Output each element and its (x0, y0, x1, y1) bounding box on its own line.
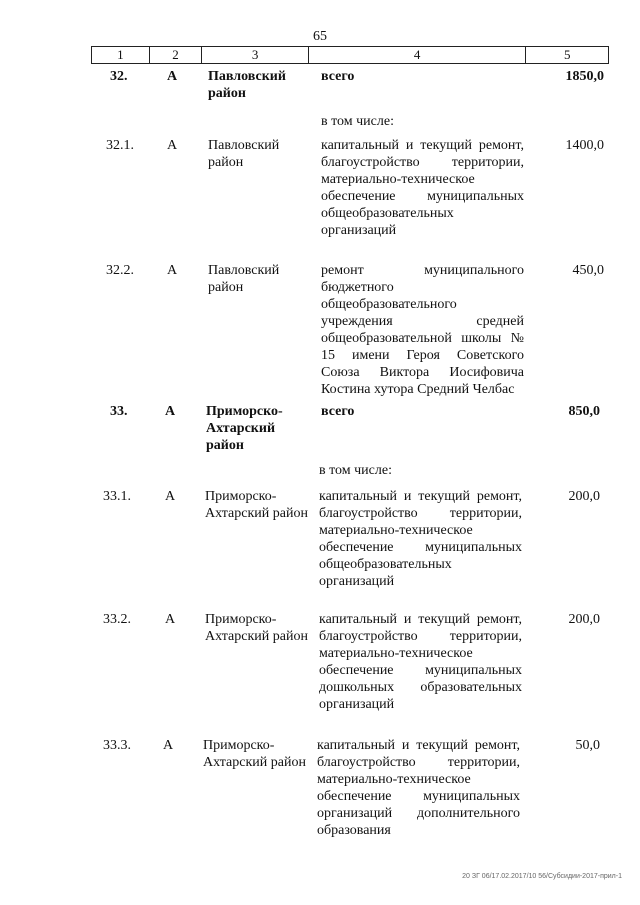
row-category: А (165, 404, 176, 419)
row-category: А (163, 738, 174, 753)
row-number: 33. (110, 404, 128, 419)
header-col-2: 2 (150, 47, 203, 63)
row-description: ремонт муниципального бюджетного общеобразовательного учреждения средней общеобразовательной школы № 15 имени Героя Советского Союза Виктора Иосифовича Костина хутора Средний Челбас (321, 263, 524, 397)
row-district: Приморско-Ахтарский район (206, 404, 283, 453)
footer-file-reference: 20 ЗГ 06/17.02.2017/10 56/Субсидии-2017-прил-1 (462, 873, 622, 880)
row-description: капитальный и текущий ремонт, благоустройство территории, материально-техническое обеспечение муниципальных организаций дополнительного образования (317, 738, 520, 838)
row-number: 33.2. (103, 612, 131, 627)
row-description: капитальный и текущий ремонт, благоустройство территории, материально-техническое обеспечение муниципальных общеобразовательных организаций (321, 138, 524, 238)
row-category: А (167, 69, 178, 84)
row-amount: 1400,0 (565, 138, 604, 153)
row-district: Павловский район (208, 69, 286, 101)
row-number: 32.2. (106, 263, 134, 278)
row-amount: 850,0 (568, 404, 600, 419)
row-number: 33.1. (103, 489, 131, 504)
header-col-1: 1 (92, 47, 150, 63)
row-amount: 1850,0 (565, 69, 604, 84)
row-category: А (167, 263, 178, 278)
row-number: 33.3. (103, 738, 131, 753)
row-subheading: в том числе: (321, 114, 394, 129)
row-district: Приморско-Ахтарский район (205, 612, 308, 644)
page-number: 65 (313, 29, 327, 44)
row-category: А (167, 138, 178, 153)
row-subheading: в том числе: (319, 463, 392, 478)
header-col-3: 3 (202, 47, 308, 63)
row-district: Павловский район (208, 263, 280, 295)
row-district: Приморско-Ахтарский район (203, 738, 306, 770)
row-category: А (165, 612, 176, 627)
row-amount: 450,0 (572, 263, 604, 278)
row-district: Павловский район (208, 138, 280, 170)
row-district: Приморско-Ахтарский район (205, 489, 308, 521)
row-number: 32.1. (106, 138, 134, 153)
header-col-4: 4 (309, 47, 527, 63)
row-number: 32. (110, 69, 128, 84)
row-description: всего (321, 404, 355, 419)
header-col-5: 5 (563, 47, 571, 62)
row-category: А (165, 489, 176, 504)
row-description: капитальный и текущий ремонт, благоустройство территории, материально-техническое обеспечение муниципальных общеобразовательных организаций (319, 489, 522, 589)
row-amount: 200,0 (568, 612, 600, 627)
row-description: всего (321, 69, 355, 84)
table-header (91, 46, 609, 64)
row-amount: 50,0 (575, 738, 600, 753)
row-amount: 200,0 (568, 489, 600, 504)
row-description: капитальный и текущий ремонт, благоустройство территории, материально-техническое обеспечение муниципальных дошкольных образовательных организаций (319, 612, 522, 712)
